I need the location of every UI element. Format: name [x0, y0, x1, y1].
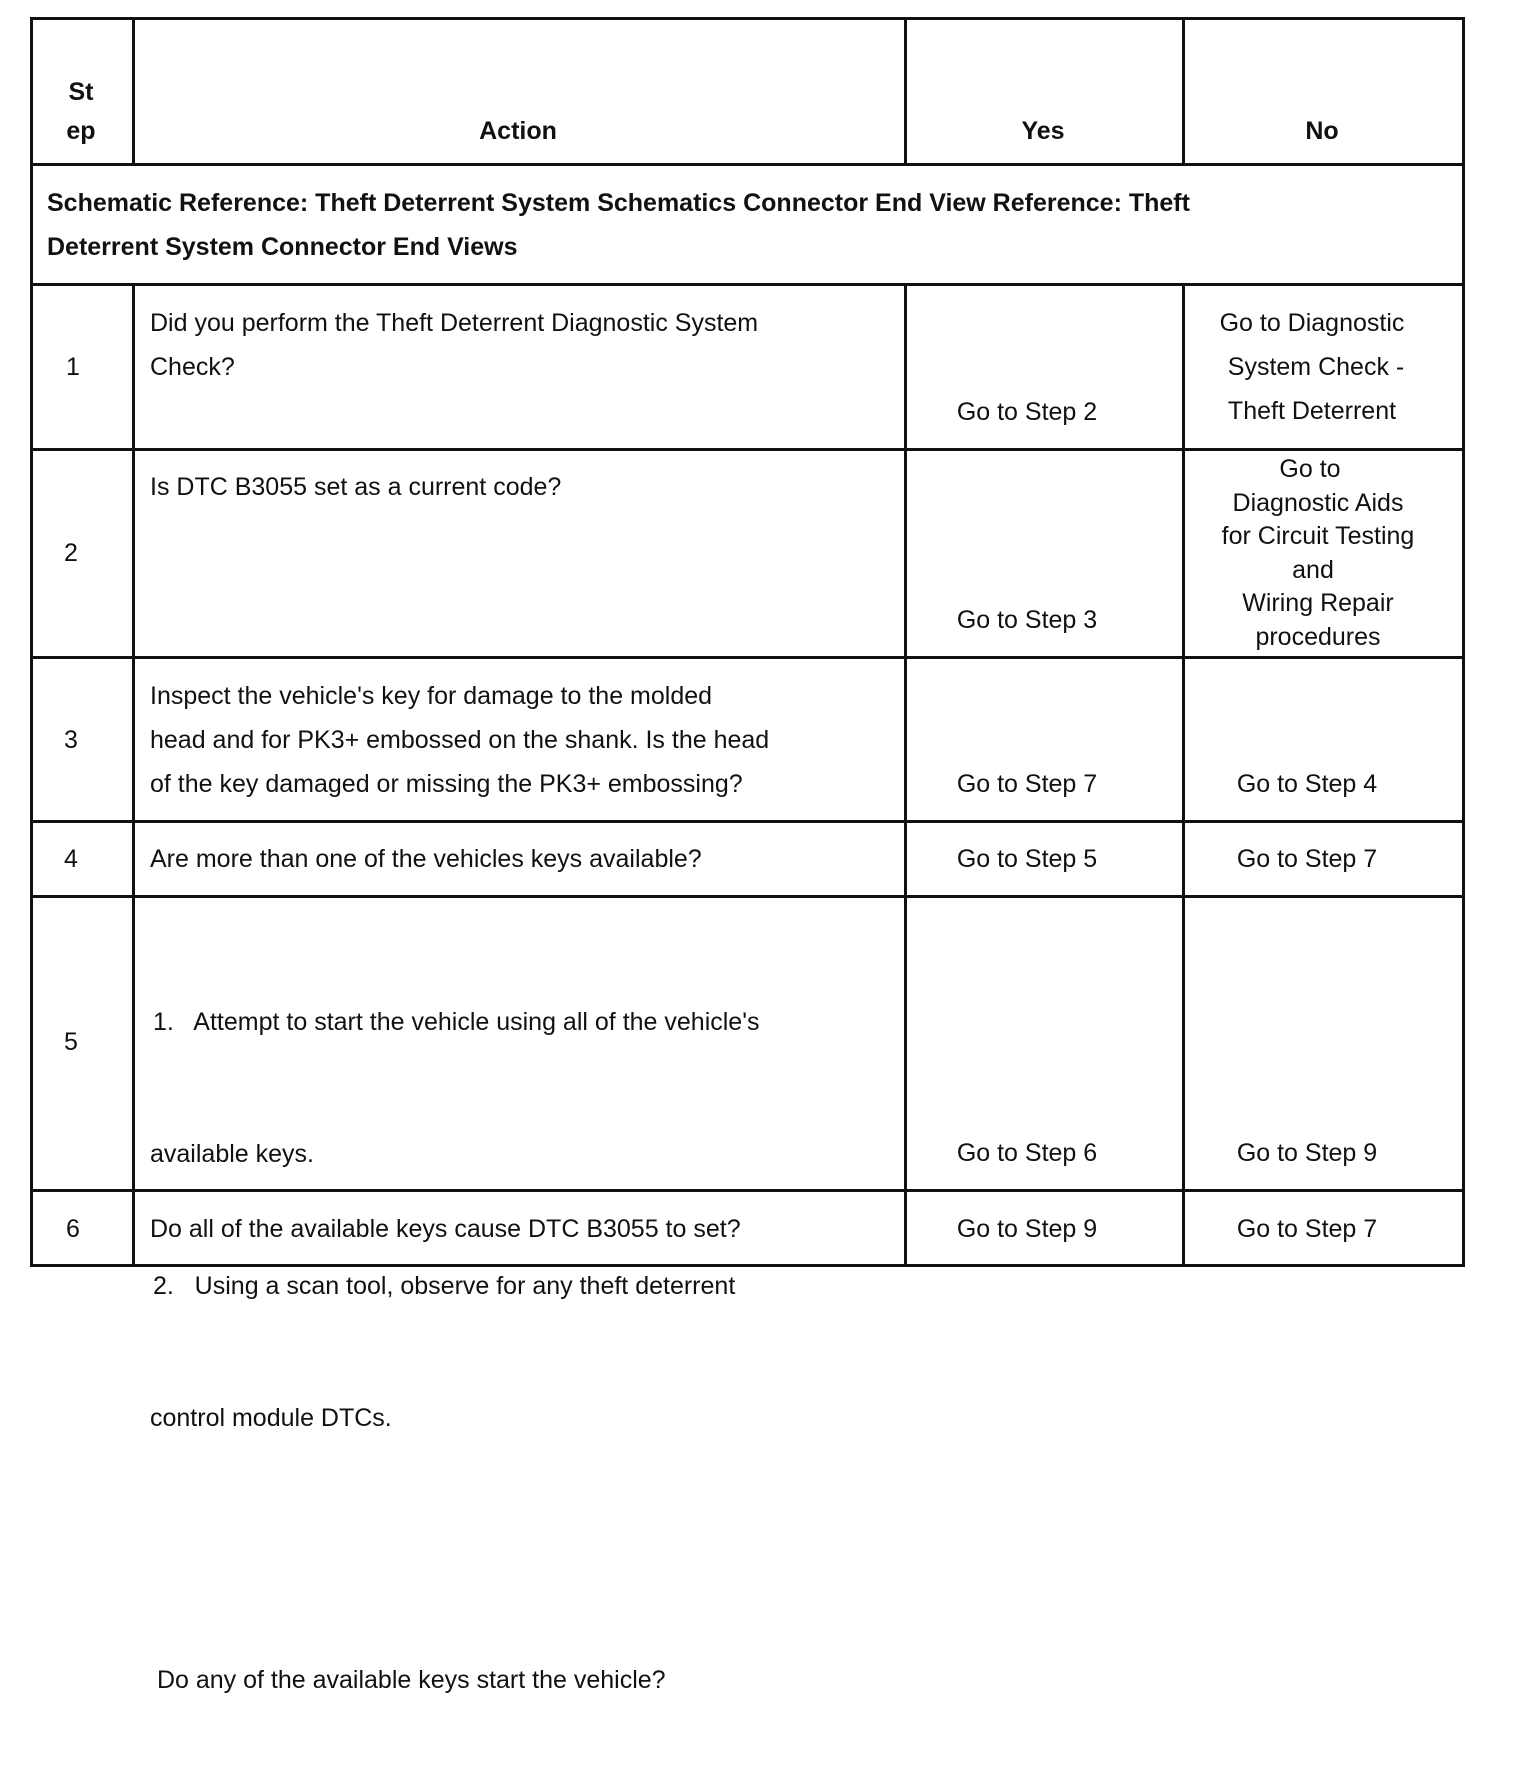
action-line: 2. Using a scan tool, observe for any theft deterrent: [153, 1272, 736, 1300]
no-link[interactable]: [1182, 1131, 1432, 1175]
table-border-left: [30, 17, 33, 1267]
no-line: Go to Step 7: [1236, 1215, 1378, 1243]
no-line: Go to Step 4: [1236, 770, 1378, 798]
yes-link[interactable]: Go to Step 9: [956, 1215, 1098, 1243]
no-link[interactable]: [1182, 837, 1432, 881]
action-line: Are more than one of the vehicles keys available?: [150, 845, 702, 873]
action-text: [150, 1207, 741, 1251]
step-number: 3: [64, 726, 78, 754]
action-text: [150, 674, 769, 806]
yes-link[interactable]: Go to Step 2: [956, 398, 1098, 426]
row-divider: [30, 448, 1465, 451]
header-no: No: [1305, 117, 1339, 145]
action-line: control module DTCs.: [150, 1404, 392, 1432]
col-divider: [132, 285, 135, 1267]
reference-line: Schematic Reference: Theft Deterrent System Schematics Connector End View Reference: Theft: [47, 189, 1190, 217]
action-line: Do all of the available keys cause DTC B3055 to set?: [150, 1215, 741, 1243]
action-text: [150, 465, 561, 509]
no-link[interactable]: [1182, 453, 1454, 654]
yes-link[interactable]: Go to Step 5: [956, 845, 1098, 873]
no-line: procedures: [1255, 622, 1381, 651]
yes-link[interactable]: Go to Step 6: [956, 1139, 1098, 1167]
no-line: System Check -: [1227, 353, 1405, 381]
no-line: Theft Deterrent: [1227, 397, 1397, 425]
no-link[interactable]: [1182, 301, 1442, 433]
header-step-line: St: [68, 78, 94, 106]
no-line: Wiring Repair: [1242, 589, 1394, 617]
row-divider: [30, 163, 1465, 166]
no-line: Go to Diagnostic: [1219, 309, 1405, 337]
no-link[interactable]: [1182, 762, 1432, 806]
action-text: [150, 912, 759, 1790]
action-text: [150, 301, 758, 389]
step-number: 1: [66, 353, 80, 381]
action-line: Check?: [150, 353, 235, 381]
step-number: 2: [64, 539, 78, 567]
action-line: Did you perform the Theft Deterrent Diagnostic System: [150, 309, 759, 337]
no-line: Go to Step 9: [1236, 1139, 1378, 1167]
diagnostic-table: [30, 17, 1465, 1694]
row-divider: [30, 820, 1465, 823]
row-divider: [30, 283, 1465, 286]
header-action: Action: [479, 117, 557, 145]
no-line: Go to Step 7: [1236, 845, 1378, 873]
action-line: Inspect the vehicle's key for damage to the molded: [150, 682, 713, 710]
header-step-line: ep: [66, 117, 96, 145]
no-link[interactable]: [1182, 1207, 1432, 1251]
table-border-right: [1462, 17, 1465, 1267]
schematic-reference: [47, 181, 1190, 269]
step-number: 5: [64, 1028, 78, 1056]
yes-link[interactable]: Go to Step 7: [956, 770, 1098, 798]
header-yes: Yes: [1021, 117, 1065, 145]
no-line: Go to: [1279, 455, 1341, 483]
action-text: [150, 837, 702, 881]
reference-line: Deterrent System Connector End Views: [47, 233, 518, 261]
action-line: 1. Attempt to start the vehicle using all of the vehicle's: [153, 1008, 760, 1036]
row-divider: [30, 17, 1465, 20]
action-line: [150, 1528, 759, 1570]
no-line: for Circuit Testing: [1221, 522, 1415, 550]
step-number: 6: [66, 1215, 80, 1243]
action-line: of the key damaged or missing the PK3+ embossing?: [150, 770, 743, 798]
step-number: 4: [64, 845, 78, 873]
row-divider: [30, 656, 1465, 659]
no-line: and: [1292, 555, 1334, 584]
action-line: Do any of the available keys start the vehicle?: [150, 1666, 666, 1694]
action-line: Is DTC B3055 set as a current code?: [150, 473, 562, 501]
header-step: [30, 73, 132, 151]
row-divider: [30, 895, 1465, 898]
action-line: available keys.: [150, 1140, 314, 1168]
no-line: Diagnostic Aids: [1232, 488, 1404, 517]
action-line: head and for PK3+ embossed on the shank. Is the head: [150, 726, 770, 754]
yes-link[interactable]: Go to Step 3: [956, 606, 1098, 634]
